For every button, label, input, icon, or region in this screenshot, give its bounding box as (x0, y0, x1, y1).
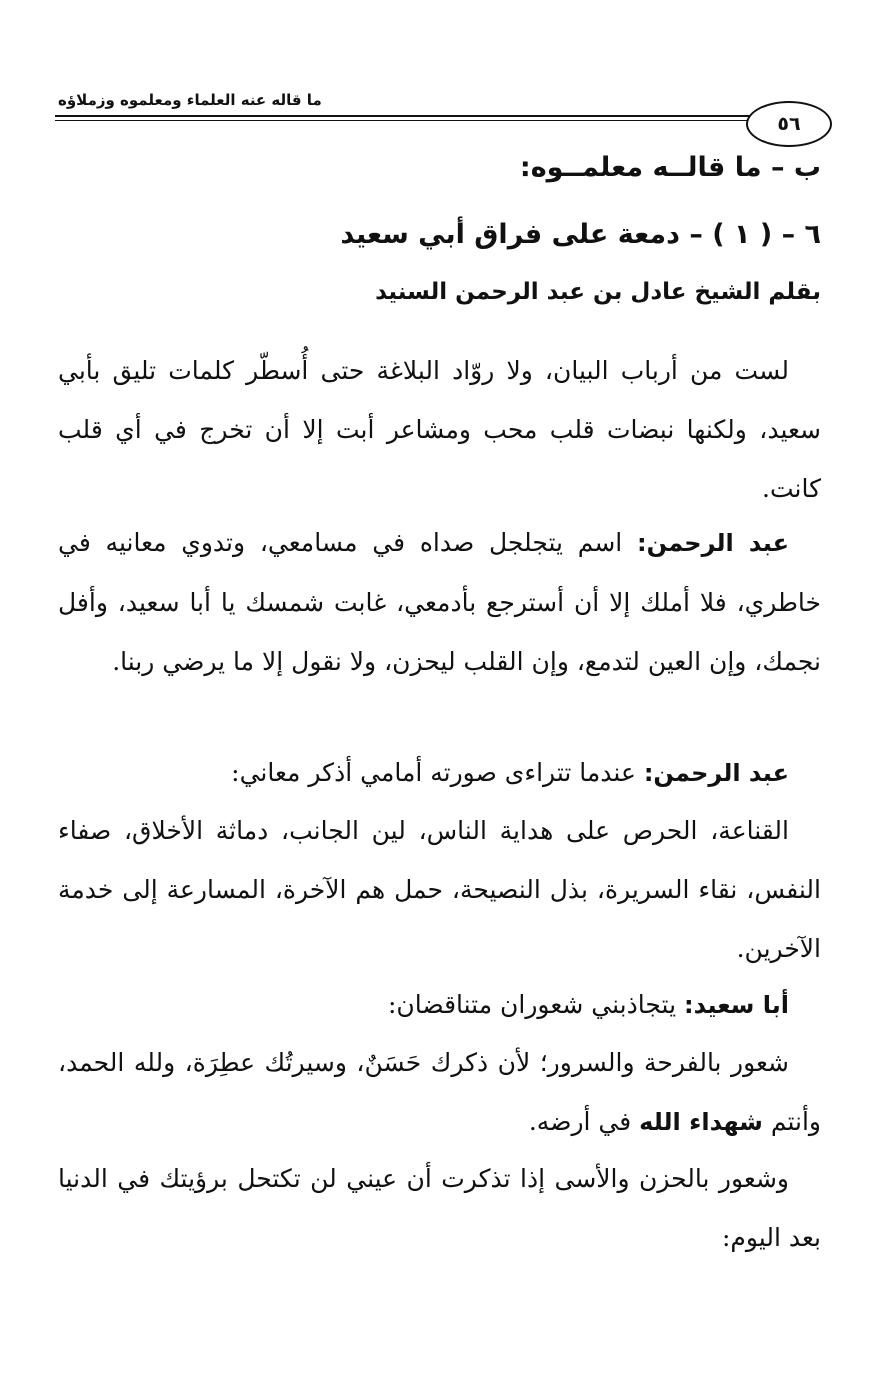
paragraph-abu-saeed (58, 975, 821, 1035)
header-rule-thin (55, 120, 755, 121)
paragraph-sorrow: وشعور بالحزن والأسى إذا تذكرت أن عيني لن تكتحل برؤيتك في الدنيا بعد اليوم: (58, 1164, 821, 1252)
page-number-badge (746, 101, 832, 147)
paragraph-abdulrahman-1 (58, 513, 821, 691)
header-rule-thick (55, 115, 755, 117)
page-number: ٥٦ (777, 113, 801, 135)
section-heading: ب – ما قالــه معلمــوه: (519, 152, 821, 183)
paragraph-lead: عبد الرحمن: (643, 759, 789, 787)
author-byline: بقلم الشيخ عادل بن عبد الرحمن السنيد (375, 279, 821, 305)
running-header-title: ما قاله عنه العلماء ومعلموه وزملاؤه (58, 91, 322, 109)
paragraph-text: شعور بالفرحة والسرور؛ لأن ذكرك حَسَنٌ، وسيرتُك عطِرَة، ولله الحمد، وأنتم (58, 1048, 821, 1136)
paragraph-intro: لست من أرباب البيان، ولا روّاد البلاغة حتى أُسطّر كلمات تليق بأبي سعيد، ولكنها نبضات قلب محب ومشاعر أبت إلا أن تخرج في أي قلب كانت. (58, 356, 821, 503)
paragraph-virtues: القناعة، الحرص على هداية الناس، لين الجانب، دماثة الأخلاق، صفاء النفس، نقاء السريرة، بذل النصيحة، حمل هم الآخرة، المسارعة إلى خدمة الآخرين. (58, 816, 821, 963)
article-heading: ٦ – ( ١ ) – دمعة على فراق أبي سعيد (340, 219, 821, 250)
paragraph-text: اسم يتجلجل صداه في مسامعي، وتدوي معانيه في خاطري، فلا أملك إلا أن أسترجع بأدمعي، غابت شمسك يا أبا سعيد، وأفل نجمك، وإن العين لتدمع، وإن القلب ليحزن، ولا نقول إلا ما يرضي ربنا. (58, 528, 821, 676)
paragraph-lead: أبا سعيد: (683, 991, 789, 1019)
paragraph-text: يتجاذبني شعوران متناقضان: (387, 990, 684, 1019)
paragraph-lead: عبد الرحمن: (637, 529, 789, 557)
paragraph-text: عندما تتراءى صورته أمامي أذكر معاني: (231, 758, 644, 787)
paragraph-bold-phrase: شهداء الله (639, 1108, 763, 1136)
paragraph-text: في أرضه. (528, 1107, 640, 1136)
paragraph-joy (58, 1033, 821, 1152)
paragraph-abdulrahman-2 (58, 743, 821, 803)
